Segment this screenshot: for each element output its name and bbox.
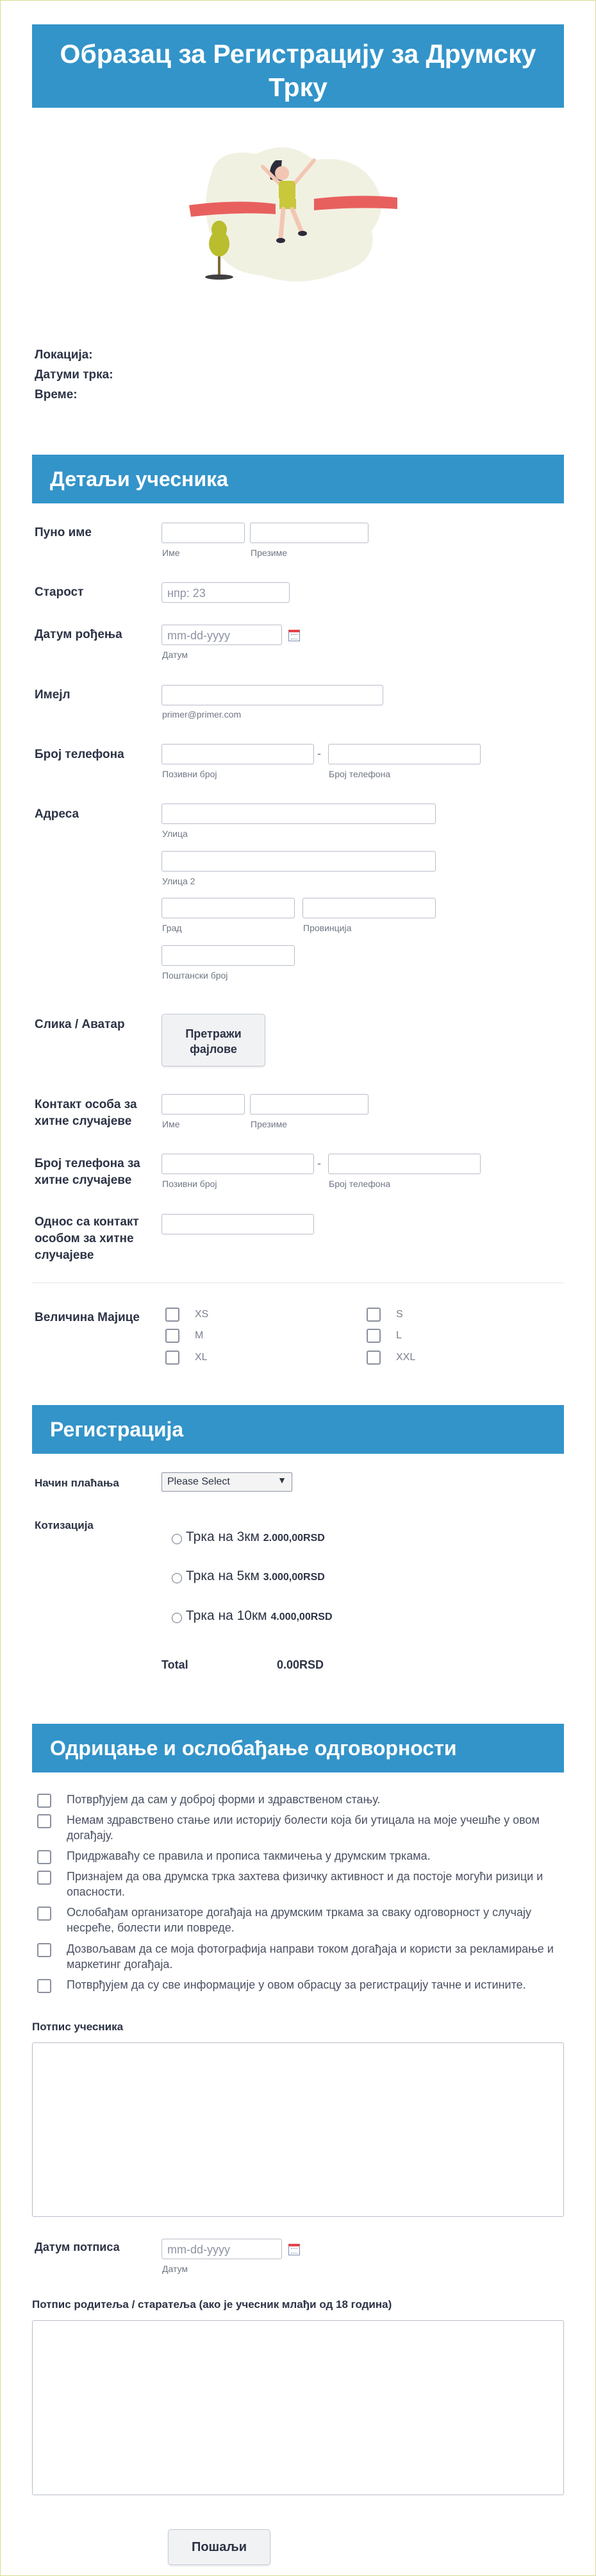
- shirt-s-checkbox[interactable]: [367, 1308, 381, 1322]
- runner-illustration: [186, 135, 404, 295]
- full-name-label: Пуно име: [35, 526, 92, 539]
- waiver-text-2: Немам здравствено стање или историју болести која би утицала на моје учешће у овом догађају.: [67, 1814, 540, 1842]
- age-label: Старост: [35, 585, 84, 599]
- shirt-xxl-label: XXL: [396, 1352, 416, 1363]
- email-sublabel: primer@primer.com: [162, 709, 242, 720]
- section-title: Детаљи учесника: [50, 467, 228, 491]
- shirt-m-label: M: [195, 1330, 204, 1341]
- time-label: Време:: [35, 388, 78, 401]
- first-name-input[interactable]: [161, 523, 245, 543]
- fee-5km-name: Трка на 5км: [186, 1569, 260, 1583]
- race-dates-label: Датуми трка:: [35, 368, 113, 382]
- province-sublabel: Провинција: [303, 923, 352, 933]
- dob-label: Датум рођења: [35, 628, 122, 641]
- calendar-icon[interactable]: [288, 2244, 300, 2255]
- fee-5km-price: 3.000,00RSD: [263, 1572, 325, 1583]
- shirt-xxl-checkbox[interactable]: [367, 1351, 381, 1365]
- payment-method-select[interactable]: [161, 1472, 292, 1492]
- form-title: Образац за Регистрацију за Друмску Трку: [60, 39, 536, 102]
- waiver-text-6: Дозвољавам да се моја фотографија направи током догађаја и користи за рекламирање и маркетинг догађаја.: [67, 1942, 554, 1971]
- payment-selected-value: Please Select: [167, 1476, 230, 1487]
- shirt-xl-checkbox[interactable]: [165, 1351, 179, 1365]
- section-title: Одрицање и ослобађање одговорности: [50, 1737, 457, 1760]
- waiver-checkbox-6[interactable]: [37, 1943, 51, 1957]
- waiver-checkbox-3[interactable]: [37, 1850, 51, 1864]
- phone-area-sublabel: Позивни број: [162, 769, 217, 779]
- phone-dash: -: [317, 747, 321, 760]
- emergency-area-sublabel: Позивни број: [162, 1179, 217, 1189]
- phone-number-sublabel: Број телефона: [329, 769, 391, 779]
- sign-date-label: Датум потписа: [35, 2241, 120, 2253]
- street-input[interactable]: [161, 804, 436, 824]
- shirt-xs-label: XS: [195, 1309, 209, 1320]
- shirt-s-label: S: [396, 1309, 403, 1320]
- dob-placeholder: mm-dd-yyyy: [167, 629, 230, 642]
- dob-sublabel: Датум: [162, 650, 188, 660]
- shirt-m-checkbox[interactable]: [165, 1329, 179, 1343]
- sign-date-input[interactable]: [161, 2239, 282, 2259]
- total-value: 0.00RSD: [277, 1658, 324, 1671]
- emergency-phone-dash: -: [317, 1157, 321, 1170]
- participant-signature-pad[interactable]: [32, 2042, 564, 2217]
- fee-3km-option[interactable]: [186, 1529, 325, 1545]
- photo-label: Слика / Аватар: [35, 1018, 125, 1031]
- last-name-input[interactable]: [250, 523, 368, 543]
- email-input[interactable]: [161, 685, 383, 705]
- emergency-last-name-input[interactable]: [250, 1094, 368, 1115]
- email-label: Имејл: [35, 688, 70, 702]
- postal-input[interactable]: [161, 945, 295, 966]
- chevron-down-icon: ▼: [277, 1475, 286, 1485]
- street-sublabel: Улица: [162, 829, 188, 839]
- fee-10km-radio[interactable]: [172, 1613, 182, 1623]
- section-header-waiver: [32, 1724, 564, 1772]
- payment-method-label: Начин плаћања: [35, 1477, 119, 1489]
- shirt-l-label: L: [396, 1330, 402, 1341]
- waiver-text-4: Признајем да ова друмска трка захтева физичку активност и да постоје могући ризици и опасности.: [67, 1870, 543, 1898]
- emergency-phone-number-input[interactable]: [328, 1154, 481, 1174]
- waiver-checkbox-1[interactable]: [37, 1794, 51, 1808]
- shirt-xs-checkbox[interactable]: [165, 1308, 179, 1322]
- browse-files-button[interactable]: Претражи фајлове: [161, 1014, 265, 1066]
- form-header: [32, 24, 564, 108]
- waiver-text-3: Придржаваћу се правила и прописа такмичења у друмским тркама.: [67, 1849, 431, 1862]
- emergency-last-sublabel: Презиме: [251, 1119, 287, 1129]
- waiver-text-5: Ослобађам организаторе догађаја на друмским тркама за сваку одговорност у случају несреће, болести или повреде.: [67, 1906, 532, 1934]
- street2-input[interactable]: [161, 851, 436, 871]
- location-label: Локација:: [35, 348, 93, 362]
- waiver-checkbox-7[interactable]: [37, 1979, 51, 1993]
- emergency-contact-label: Контакт особа за хитне случајеве: [35, 1098, 137, 1128]
- fee-10km-price: 4.000,00RSD: [270, 1612, 333, 1622]
- waiver-checkbox-2[interactable]: [37, 1814, 51, 1828]
- phone-label: Број телефона: [35, 748, 124, 761]
- fee-5km-option[interactable]: [186, 1569, 325, 1584]
- calendar-icon[interactable]: [288, 630, 300, 641]
- shirt-xl-label: XL: [195, 1352, 208, 1363]
- fee-3km-radio[interactable]: [172, 1534, 182, 1544]
- waiver-checkbox-4[interactable]: [37, 1871, 51, 1885]
- province-input[interactable]: [302, 898, 436, 918]
- phone-number-input[interactable]: [328, 744, 481, 764]
- city-sublabel: Град: [162, 923, 182, 933]
- submit-button[interactable]: Пошаљи: [168, 2529, 270, 2565]
- sign-date-sublabel: Датум: [162, 2264, 188, 2274]
- parent-signature-pad[interactable]: [32, 2320, 564, 2495]
- fee-3km-name: Трка на 3км: [186, 1529, 260, 1544]
- emergency-first-name-input[interactable]: [161, 1094, 245, 1115]
- section-header-registration: [32, 1405, 564, 1454]
- emergency-number-sublabel: Број телефона: [329, 1179, 391, 1189]
- fee-5km-radio[interactable]: [172, 1573, 182, 1583]
- total-label: Total: [161, 1658, 188, 1671]
- relation-label: Однос са контакт особом за хитне случајеве: [35, 1215, 139, 1262]
- fee-3km-price: 2.000,00RSD: [263, 1533, 325, 1544]
- parent-signature-label: Потпис родитеља / старатеља (ако је учесник млађи од 18 година): [32, 2298, 392, 2311]
- shirt-size-label: Величина Мајице: [35, 1311, 140, 1324]
- emergency-first-sublabel: Име: [162, 1119, 180, 1129]
- participant-signature-label: Потпис учесника: [32, 2021, 124, 2033]
- first-name-sublabel: Име: [162, 548, 180, 558]
- dob-input[interactable]: [161, 625, 282, 645]
- address-label: Адреса: [35, 807, 79, 821]
- waiver-checkbox-5[interactable]: [37, 1907, 51, 1921]
- age-placeholder: нпр: 23: [167, 587, 206, 600]
- section-title: Регистрација: [50, 1418, 184, 1441]
- waiver-text-7: Потврђујем да су све информације у овом обрасцу за регистрацију тачне и истините.: [67, 1978, 526, 1991]
- emergency-phone-area-input[interactable]: [161, 1154, 314, 1174]
- relation-input[interactable]: [161, 1214, 314, 1234]
- fee-label: Котизација: [35, 1519, 94, 1531]
- street2-sublabel: Улица 2: [162, 876, 195, 886]
- postal-sublabel: Поштански број: [162, 970, 228, 981]
- last-name-sublabel: Презиме: [251, 548, 287, 558]
- fee-10km-option[interactable]: [186, 1608, 333, 1624]
- emergency-phone-label: Број телефона за хитне случајеве: [35, 1157, 140, 1187]
- sign-date-placeholder: mm-dd-yyyy: [167, 2243, 230, 2256]
- age-input[interactable]: [161, 582, 290, 603]
- waiver-text-1: Потврђујем да сам у доброј форми и здравственом стању.: [67, 1793, 381, 1806]
- phone-area-input[interactable]: [161, 744, 314, 764]
- city-input[interactable]: [161, 898, 295, 918]
- shirt-l-checkbox[interactable]: [367, 1329, 381, 1343]
- fee-10km-name: Трка на 10км: [186, 1608, 267, 1623]
- section-header-participant: [32, 455, 564, 503]
